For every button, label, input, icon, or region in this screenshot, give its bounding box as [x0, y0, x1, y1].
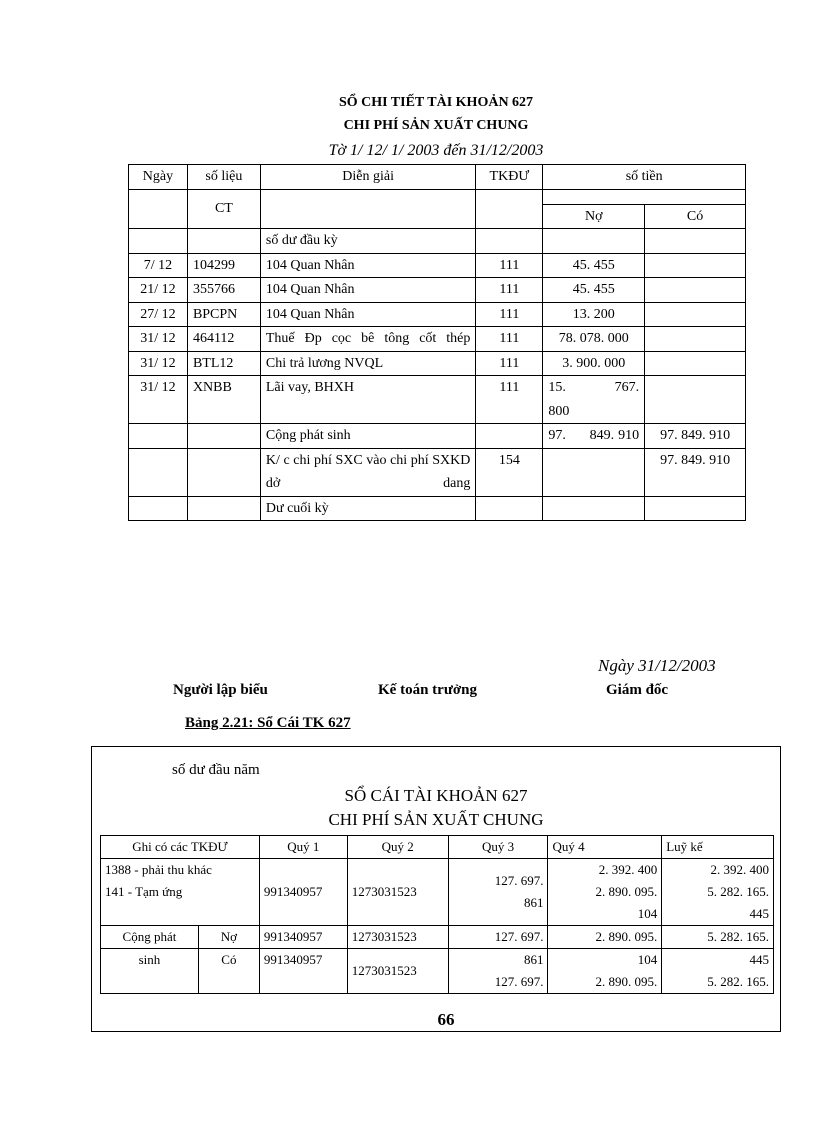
row-desc: 104 Quan Nhân	[260, 278, 476, 303]
debit-label: Nợ	[198, 926, 259, 949]
row-doc: 104299	[187, 253, 260, 278]
table-row	[129, 376, 746, 424]
row-desc: Lãi vay, BHXH	[260, 376, 476, 424]
general-ledger-table	[100, 835, 774, 994]
row-desc: Chi trả lương NVQL	[260, 351, 476, 376]
total-credit-cumulative-line2: 5. 282. 165.	[707, 974, 769, 989]
header-contra-account: Ghi có các TKĐƯ	[101, 836, 260, 859]
row-doc: BTL12	[187, 351, 260, 376]
total-credit-q3-line2: 127. 697.	[494, 974, 544, 989]
row-q4-line3: 104	[637, 906, 658, 921]
header-date: Ngày	[129, 165, 188, 190]
row-q3-part1: 127. 697.	[494, 873, 544, 888]
table-row	[129, 278, 746, 303]
row-doc: 355766	[187, 278, 260, 303]
signature-date: Ngày 31/12/2003	[598, 656, 716, 675]
total-label-part2: sinh	[101, 949, 199, 994]
row-credit	[645, 278, 746, 303]
row-cumulative-line2: 5. 282. 165.	[707, 884, 769, 899]
row-q2: 1273031523	[347, 859, 448, 926]
row-q4-line1: 2. 392. 400	[598, 862, 658, 877]
header-debit: Nợ	[543, 204, 645, 229]
row-desc: 104 Quan Nhân	[260, 253, 476, 278]
account-141: 141 - Tạm ứng	[105, 884, 183, 899]
row-q3-part2: 861	[523, 895, 544, 910]
total-credit-row	[101, 949, 774, 994]
header-doc-ct: CT	[187, 189, 260, 229]
row-account: 111	[476, 327, 543, 352]
total-debit: 97. 849. 910	[543, 424, 645, 449]
row-credit	[645, 376, 746, 424]
total-label: Cộng phát sinh	[260, 424, 476, 449]
page-number: 66	[437, 1010, 455, 1029]
total-debit-q4: 2. 890. 095.	[548, 926, 662, 949]
row-account: 111	[476, 302, 543, 327]
preparer-label: Người lập biểu	[173, 682, 268, 698]
row-credit	[645, 351, 746, 376]
total-debit-row	[101, 926, 774, 949]
total-credit-q4-line1: 104	[637, 952, 658, 967]
general-ledger-title: SỔ CÁI TÀI KHOẢN 627	[344, 786, 528, 805]
table-caption: Bảng 2.21: Sổ Cái TK 627	[185, 715, 351, 731]
transfer-account: 154	[476, 448, 543, 496]
total-credit-q3-line1: 861	[523, 952, 544, 967]
row-doc: 464112	[187, 327, 260, 352]
ledger-subtitle: CHI PHÍ SẢN XUẤT CHUNG	[343, 118, 529, 133]
row-date: 27/ 12	[129, 302, 188, 327]
detail-ledger-table	[128, 164, 746, 521]
opening-balance-label: số dư đầu kỳ	[260, 229, 476, 254]
row-doc: XNBB	[187, 376, 260, 424]
table-header-row	[101, 836, 774, 859]
row-doc: BPCPN	[187, 302, 260, 327]
header-amount: số tiền	[543, 165, 746, 190]
total-debit-q3: 127. 697.	[448, 926, 548, 949]
row-debit: 45. 455	[543, 253, 645, 278]
header-credit: Có	[645, 204, 746, 229]
transfer-label: K/ c chi phí SXC vào chi phí SXKD dở dang	[260, 448, 476, 496]
row-debit: 78. 078. 000	[543, 327, 645, 352]
row-cumulative-line1: 2. 392. 400	[710, 862, 769, 877]
row-debit: 45. 455	[543, 278, 645, 303]
transfer-credit: 97. 849. 910	[645, 448, 746, 496]
account-1388: 1388 - phải thu khác	[105, 862, 212, 877]
header-description: Diễn giải	[260, 165, 476, 190]
total-credit-q2: 1273031523	[347, 949, 448, 994]
row-debit: 13. 200	[543, 302, 645, 327]
header-q4: Quý 4	[548, 836, 662, 859]
row-credit	[645, 302, 746, 327]
total-debit-q1: 991340957	[259, 926, 347, 949]
ledger-title: SỔ CHI TIẾT TÀI KHOẢN 627	[338, 95, 534, 110]
row-account: 111	[476, 351, 543, 376]
row-debit: 3. 900. 000	[543, 351, 645, 376]
row-date: 31/ 12	[129, 327, 188, 352]
chief-accountant-label: Kế toán trưởng	[378, 682, 477, 698]
header-account: TKĐƯ	[476, 165, 543, 190]
director-label: Giám đốc	[606, 682, 669, 698]
total-credit-q1: 991340957	[259, 949, 347, 994]
table-header-row	[129, 165, 746, 190]
row-debit: 15. 767. 800	[543, 376, 645, 424]
row-date: 21/ 12	[129, 278, 188, 303]
total-credit-cumulative-line1: 445	[749, 952, 769, 967]
transfer-row	[129, 448, 746, 496]
total-credit-q4-line2: 2. 890. 095.	[595, 974, 658, 989]
table-row	[129, 351, 746, 376]
credit-label: Có	[198, 949, 259, 994]
header-doc-no: số liệu	[187, 165, 260, 190]
header-q3: Quý 3	[448, 836, 548, 859]
header-q1: Quý 1	[259, 836, 347, 859]
table-header-row	[129, 189, 746, 204]
row-credit	[645, 327, 746, 352]
row-credit	[645, 253, 746, 278]
closing-balance-label: Dư cuối kỳ	[260, 496, 476, 521]
table-row	[101, 859, 774, 926]
table-row	[129, 302, 746, 327]
row-account: 111	[476, 253, 543, 278]
header-q2: Quý 2	[347, 836, 448, 859]
table-row	[129, 327, 746, 352]
row-date: 7/ 12	[129, 253, 188, 278]
row-account: 111	[476, 376, 543, 424]
total-debit-q2: 1273031523	[347, 926, 448, 949]
table-row	[129, 253, 746, 278]
row-q1: 991340957	[259, 859, 347, 926]
row-q4-line2: 2. 890. 095.	[595, 884, 658, 899]
row-desc: Thuế Đp cọc bê tông cốt thép	[260, 327, 476, 352]
row-account: 111	[476, 278, 543, 303]
table-row	[129, 229, 746, 254]
total-debit-cumulative: 5. 282. 165.	[662, 926, 774, 949]
general-opening-label: số dư đầu năm	[172, 762, 260, 778]
ledger-period: Tờ 1/ 12/ 1/ 2003 đến 31/12/2003	[328, 142, 544, 159]
row-date: 31/ 12	[129, 351, 188, 376]
row-cumulative-line3: 445	[749, 906, 769, 921]
row-date: 31/ 12	[129, 376, 188, 424]
header-cumulative: Luỹ kế	[662, 836, 774, 859]
general-ledger-subtitle: CHI PHÍ SẢN XUẤT CHUNG	[328, 810, 544, 829]
closing-row	[129, 496, 746, 521]
total-row	[129, 424, 746, 449]
row-desc: 104 Quan Nhân	[260, 302, 476, 327]
total-label-part1: Cộng phát	[101, 926, 199, 949]
total-credit: 97. 849. 910	[645, 424, 746, 449]
